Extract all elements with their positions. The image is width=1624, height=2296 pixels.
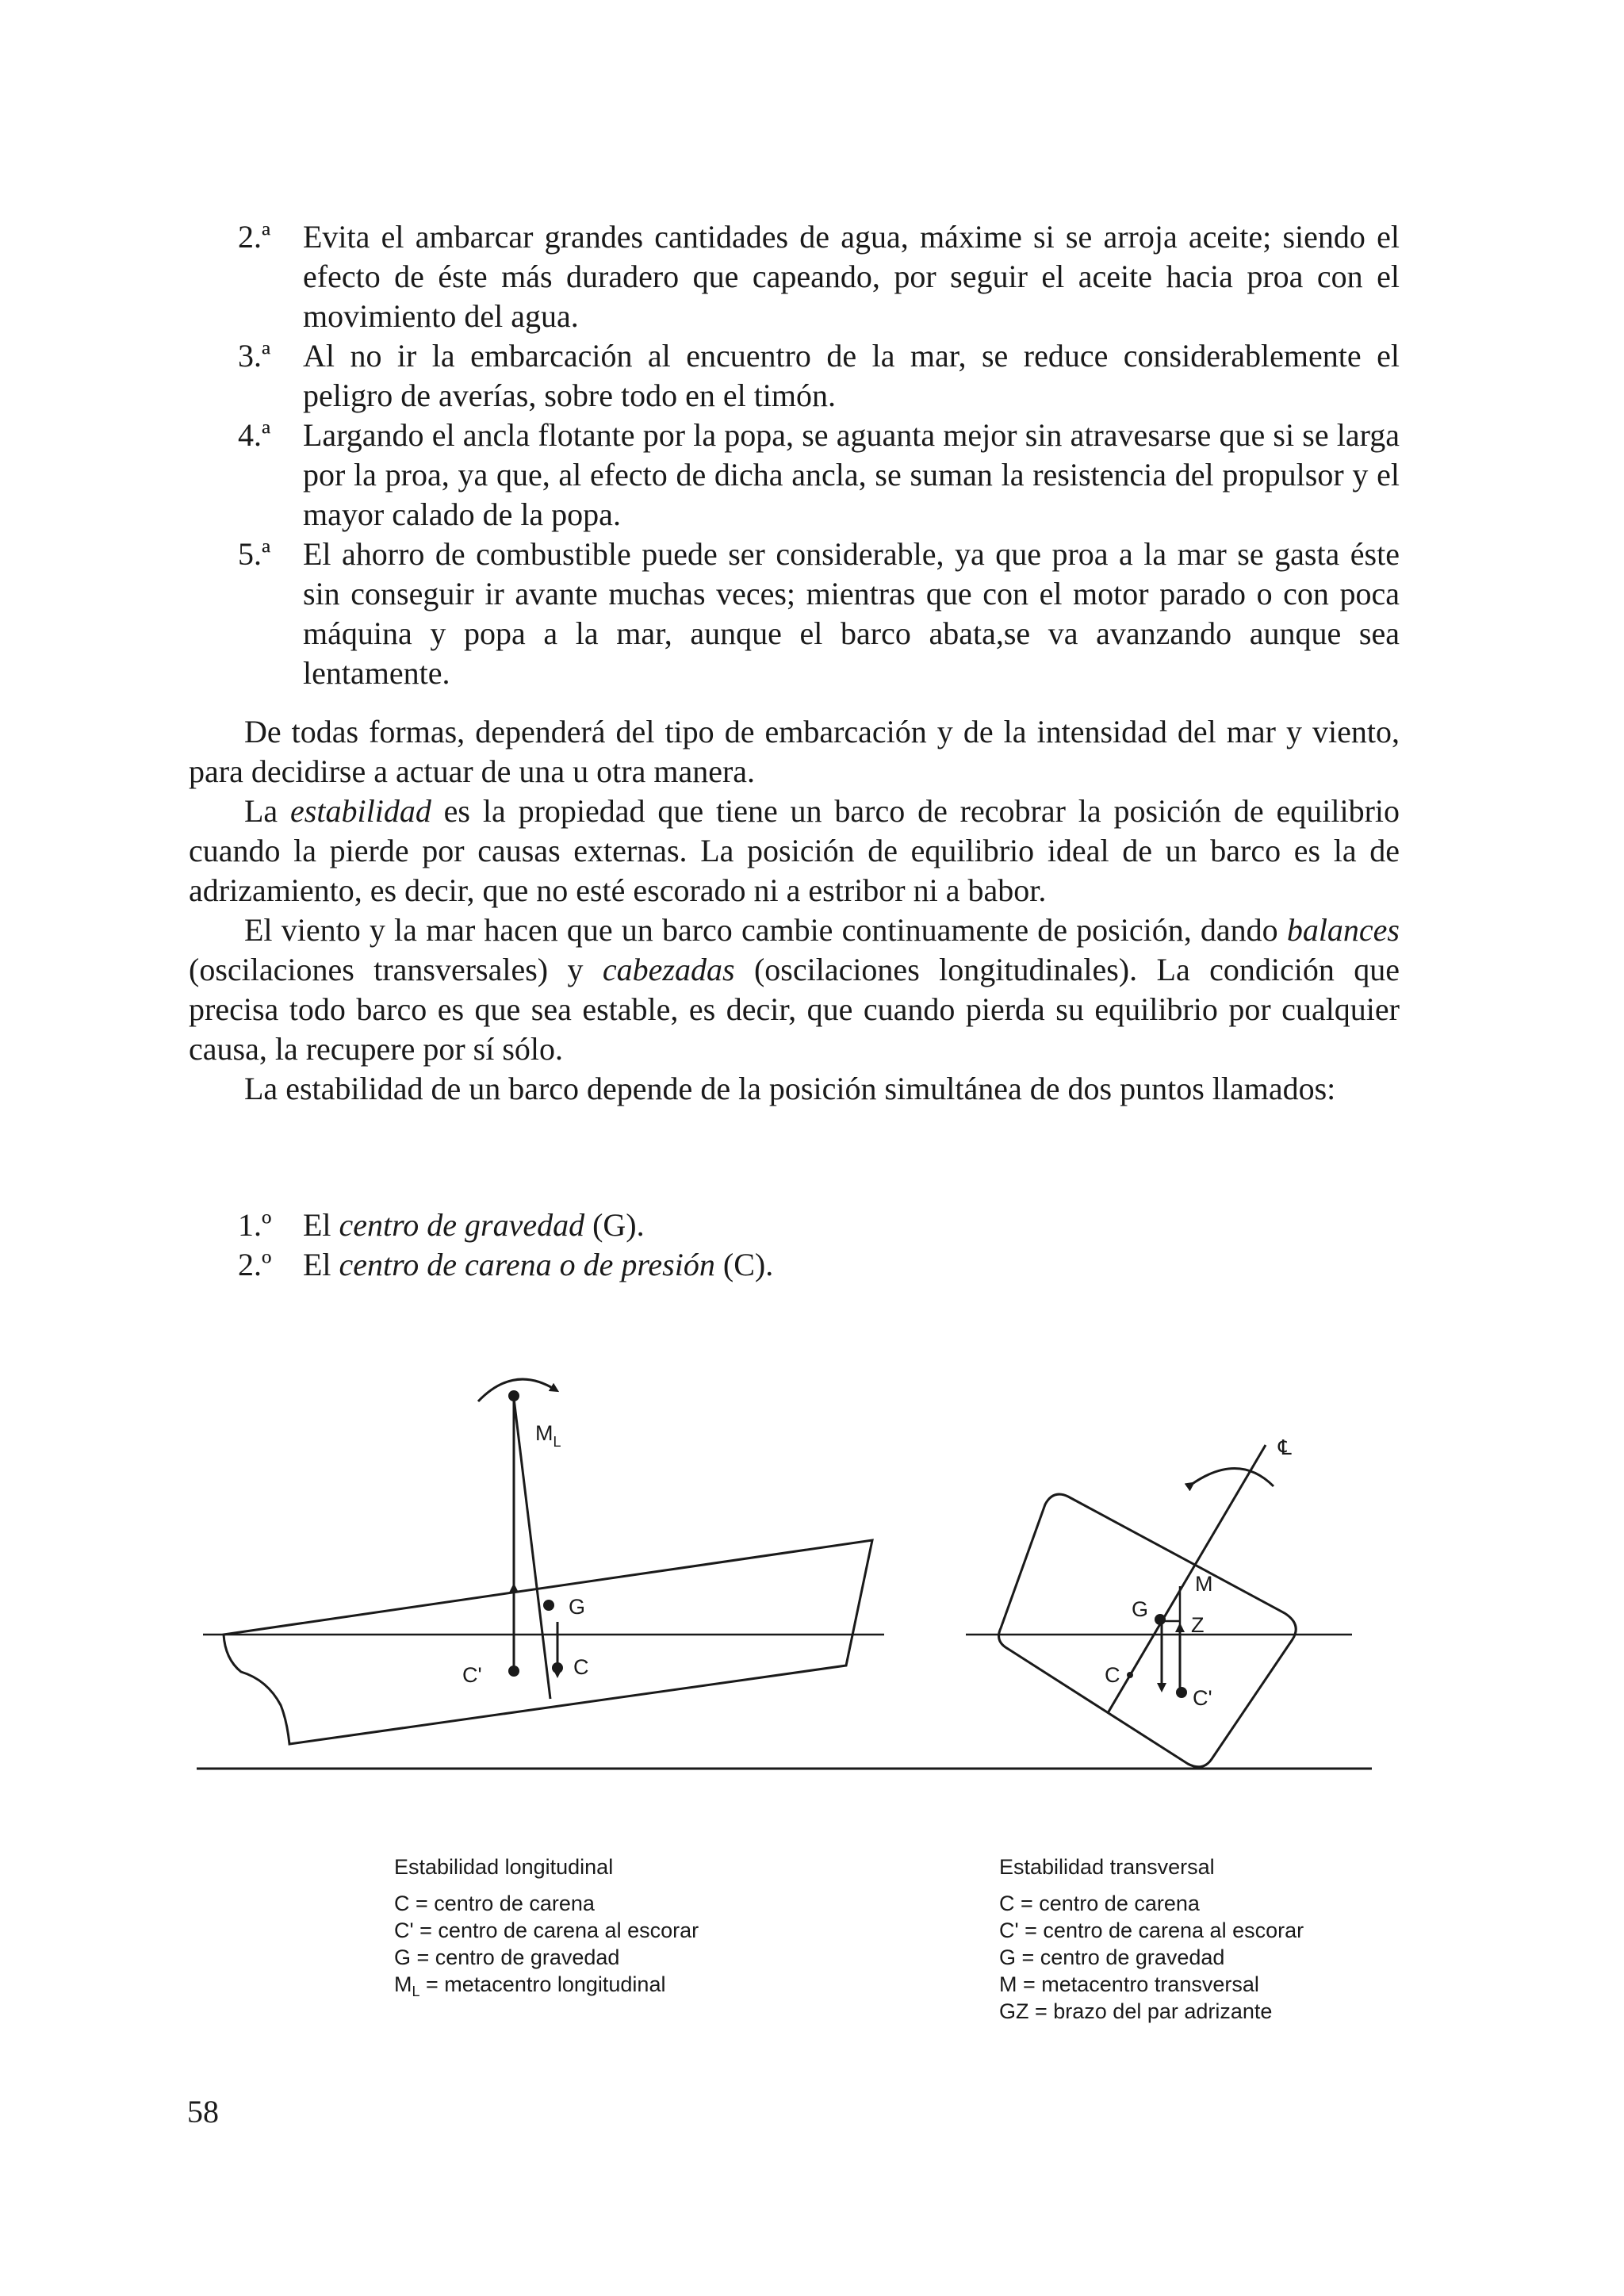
caption-line: C = centro de carena: [394, 1892, 595, 1915]
list-text: Largando el ancla flotante por la popa, se aguanta mejor sin atravesarse que si se larga por la proa, ya que, al efecto de dicha ancla, se suman la resistencia del propulsor y el mayor calado de la popa.: [303, 417, 1400, 532]
buoyancy-center-shifted-point: [508, 1665, 519, 1677]
list-number: 4.ª: [238, 417, 271, 453]
caption-line: C' = centro de carena al escorar: [394, 1918, 699, 1942]
caption-longitudinal: [394, 1853, 699, 2005]
paragraph-text: (oscilaciones longitudinales). La condición que precisa todo barco es que sea estable, es decir, que cuando pierda su equilibrio por cualquier causa, la recupere por sí sólo.: [189, 952, 1400, 1067]
caption-line: M = metacentro transversal: [999, 1972, 1259, 1996]
term-emphasis: estabilidad: [290, 793, 431, 829]
label-g: G: [569, 1595, 586, 1619]
list-item: [238, 1245, 1400, 1285]
hull-section: [999, 1494, 1297, 1767]
label-z: Z: [1191, 1613, 1205, 1637]
list-item: [238, 217, 1400, 336]
label-m: M: [1195, 1572, 1213, 1596]
paragraph: [189, 910, 1400, 1069]
paragraph: [189, 792, 1400, 910]
list-text: Al no ir la embarcación al encuentro de la mar, se reduce considerablemente el peligro de averías, sobre todo en el timón.: [303, 338, 1400, 413]
caption-title: Estabilidad transversal: [999, 1855, 1215, 1879]
list-item: [238, 535, 1400, 693]
paragraph-text: es la propiedad que tiene un barco de recobrar la posición de equilibrio cuando la pierde por causas externas. La posición de equilibrio ideal de un barco es la de adrizamiento, es decir, que no esté escorado ni a estribor ni a babor.: [189, 793, 1400, 908]
paragraph-text: El viento y la mar hacen que un barco cambie continuamente de posición, dando: [244, 912, 1287, 948]
list-text: El: [303, 1247, 339, 1282]
paragraph-text: De todas formas, dependerá del tipo de embarcación y de la intensidad del mar y viento, para decidirse a actuar de una u otra manera.: [189, 714, 1400, 789]
label-c: C: [1105, 1663, 1120, 1687]
term-emphasis: centro de carena o de presión: [339, 1247, 715, 1282]
term-emphasis: cabezadas: [602, 952, 735, 987]
points-list: [238, 1205, 1400, 1285]
gravity-center-point: [1155, 1614, 1166, 1625]
list-number: 2.º: [238, 1247, 272, 1282]
list-text: El ahorro de combustible puede ser considerable, ya que proa a la mar se gasta éste sin conseguir ir avante muchas veces; mientras que con el motor parado o con poca máquina y popa a la mar, aunque el barco abata,se va avanzando aunque sea lentamente.: [303, 536, 1400, 691]
list-text: Evita el ambarcar grandes cantidades de agua, máxime si se arroja aceite; siendo el efecto de éste más duradero que capeando, por seguir el aceite hacia proa con el movimiento del agua.: [303, 219, 1400, 334]
transversal-stability-diagram: [999, 1435, 1297, 1767]
caption-line: C' = centro de carena al escorar: [999, 1918, 1304, 1942]
list-number: 3.ª: [238, 338, 271, 374]
caption-line: C = centro de carena: [999, 1892, 1200, 1915]
list-text: (C).: [714, 1247, 774, 1282]
page-number: 58: [187, 2094, 219, 2129]
caption-line: G = centro de gravedad: [999, 1945, 1225, 1969]
list-number: 5.ª: [238, 536, 271, 572]
list-number: 1.º: [238, 1207, 272, 1243]
caption-line: GZ = brazo del par adrizante: [999, 1999, 1273, 2023]
caption-symbol: M: [394, 1972, 412, 1996]
list-text: (G).: [584, 1207, 645, 1243]
buoyancy-center-shifted-point: [1176, 1687, 1187, 1698]
label-g: G: [1132, 1597, 1149, 1621]
caption-subscript: L: [412, 1984, 420, 1999]
caption-line: G = centro de gravedad: [394, 1945, 620, 1969]
list-item: [238, 336, 1400, 416]
list-number: 2.ª: [238, 219, 271, 255]
term-emphasis: centro de gravedad: [339, 1207, 585, 1243]
label-c-prime: C': [462, 1663, 482, 1687]
rotation-arrow-icon: [1191, 1468, 1274, 1486]
caption-line: [394, 1971, 699, 2005]
body-text: [189, 712, 1400, 1109]
list-item: [238, 1205, 1400, 1245]
numbered-advantages-list: [238, 217, 1400, 693]
list-text: El: [303, 1207, 339, 1243]
caption-title: Estabilidad longitudinal: [394, 1855, 614, 1879]
metacentre-point: [508, 1390, 519, 1401]
hull-longitudinal: [224, 1540, 872, 1744]
paragraph: [189, 1069, 1400, 1109]
gravity-center-point: [543, 1600, 554, 1611]
list-item: [238, 416, 1400, 535]
label-metacentre: $M_L$: [535, 1421, 561, 1450]
label-centerline: ℄: [1278, 1435, 1292, 1459]
paragraph-text: (oscilaciones transversales) y: [189, 952, 603, 987]
label-c-prime: C': [1193, 1686, 1212, 1710]
buoyancy-center-point: [1127, 1672, 1133, 1678]
paragraph: [189, 712, 1400, 792]
caption-text: = metacentro longitudinal: [419, 1972, 666, 1996]
term-emphasis: balances: [1286, 912, 1400, 948]
caption-transversal: [999, 1853, 1304, 2025]
buoyancy-center-point: [552, 1662, 563, 1673]
paragraph-text: La estabilidad de un barco depende de la posición simultánea de dos puntos llamados:: [244, 1071, 1336, 1106]
longitudinal-stability-diagram: [224, 1379, 872, 1744]
stability-diagram: [0, 1332, 1624, 1777]
label-c: C: [573, 1655, 589, 1679]
paragraph-text: La: [244, 793, 291, 829]
